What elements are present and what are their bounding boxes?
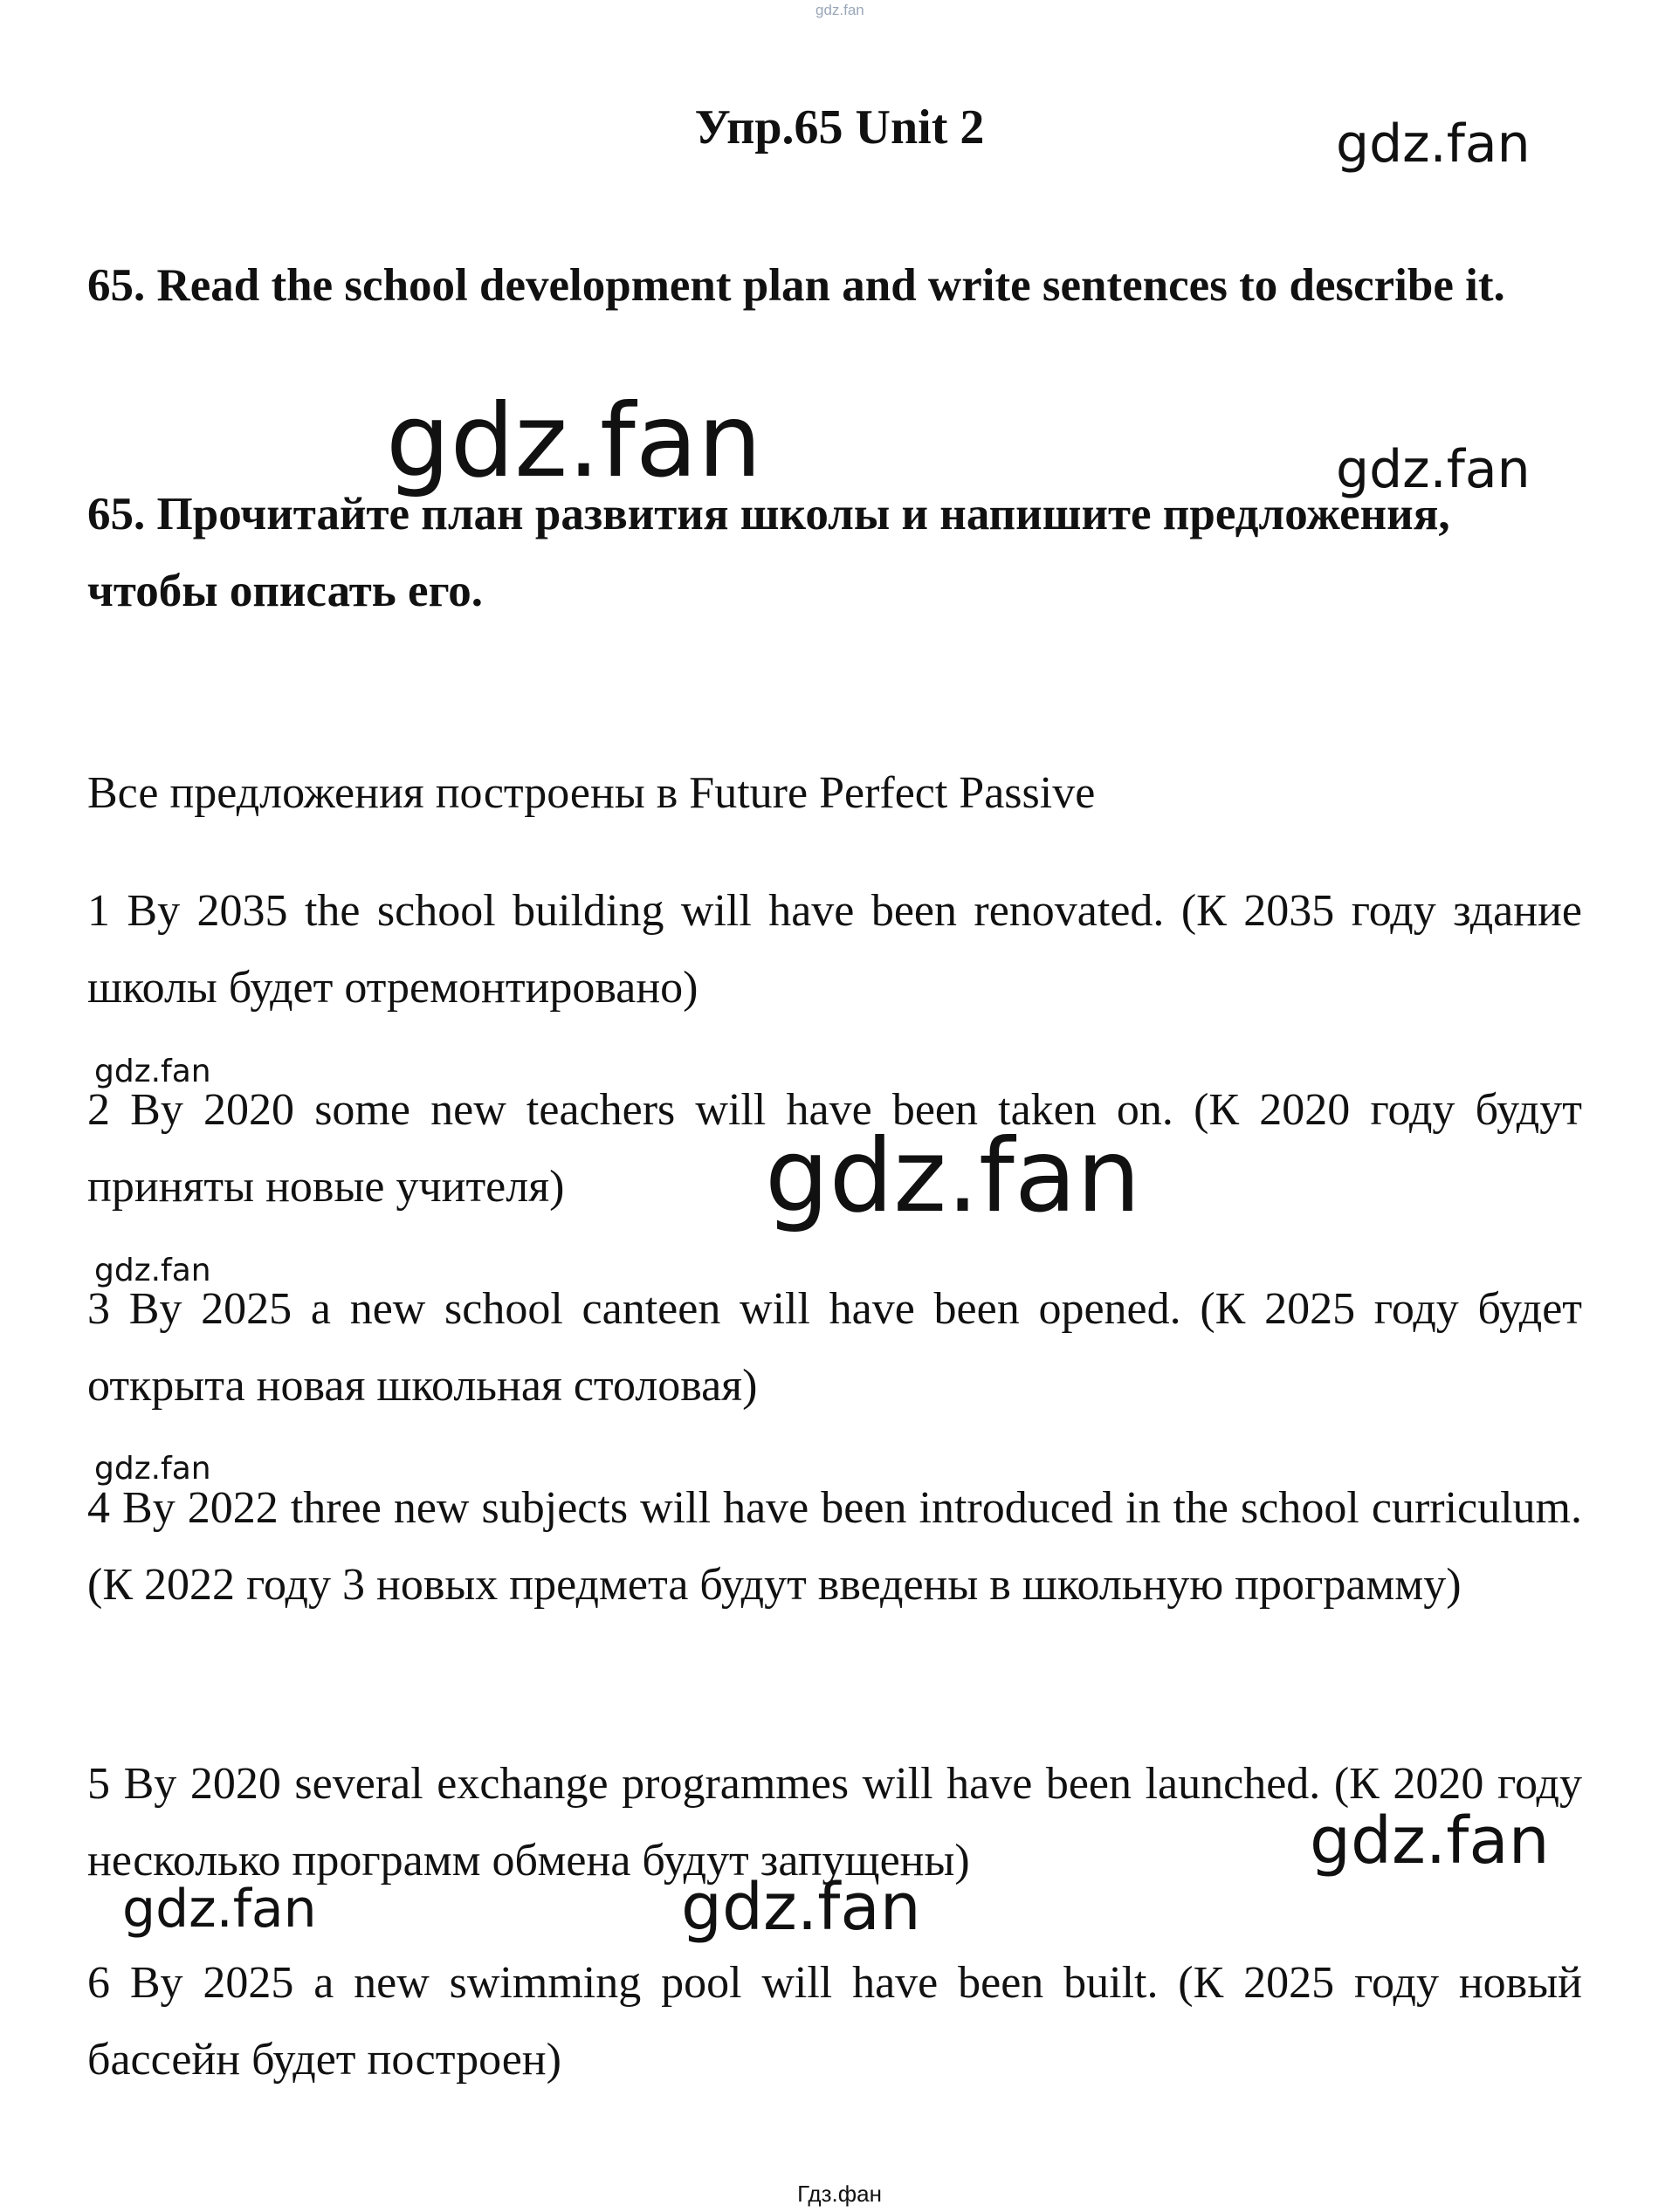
page-title: Упр.65 Unit 2	[694, 100, 985, 155]
watermark: gdz.fan	[1336, 113, 1531, 175]
watermark: gdz.fan	[1310, 1803, 1550, 1879]
answer-item-4: 4 By 2022 three new subjects will have been introduced in the school curriculum. (К 2022 году 3 новых предмета будут введены в школьную программу)	[87, 1483, 1582, 1610]
watermark: gdz.fan	[122, 1879, 317, 1940]
answer-item-6: 6 By 2025 a new swimming pool will have been built. (К 2025 году новый бассейн будет построен)	[87, 1958, 1582, 2085]
watermark: gdz.fan	[386, 382, 762, 500]
top-watermark: gdz.fan	[815, 2, 864, 18]
task-russian: 65. Прочитайте план развития школы и напишите предложения, чтобы описать его.	[87, 489, 1450, 616]
answer-item-3: 3 By 2025 a new school canteen will have been opened. (К 2025 году будет открыта новая школьная столовая)	[87, 1284, 1582, 1411]
watermark: gdz.fan	[94, 1054, 211, 1089]
answer-item-5: 5 By 2020 several exchange programmes will have been launched. (К 2020 году несколько программ обмена будут запущены)	[87, 1759, 1582, 1886]
task-english: 65. Read the school development plan and write sentences to describe it.	[87, 260, 1505, 311]
footer-text: Гдз.фан	[797, 2181, 882, 2207]
watermark: gdz.fan	[681, 1870, 921, 1945]
watermark: gdz.fan	[1336, 439, 1531, 500]
answer-item-1: 1 By 2035 the school building will have been renovated. (К 2035 году здание школы будет отремонтировано)	[87, 886, 1582, 1013]
watermark: gdz.fan	[765, 1117, 1141, 1235]
watermark: gdz.fan	[94, 1253, 211, 1288]
watermark: gdz.fan	[94, 1451, 211, 1487]
answer-item-2: 2 By 2020 some new teachers will have been taken on. (К 2020 году будут приняты новые учителя)	[87, 1085, 1582, 1212]
intro-text: Все предложения построены в Future Perfect Passive	[87, 768, 1096, 818]
